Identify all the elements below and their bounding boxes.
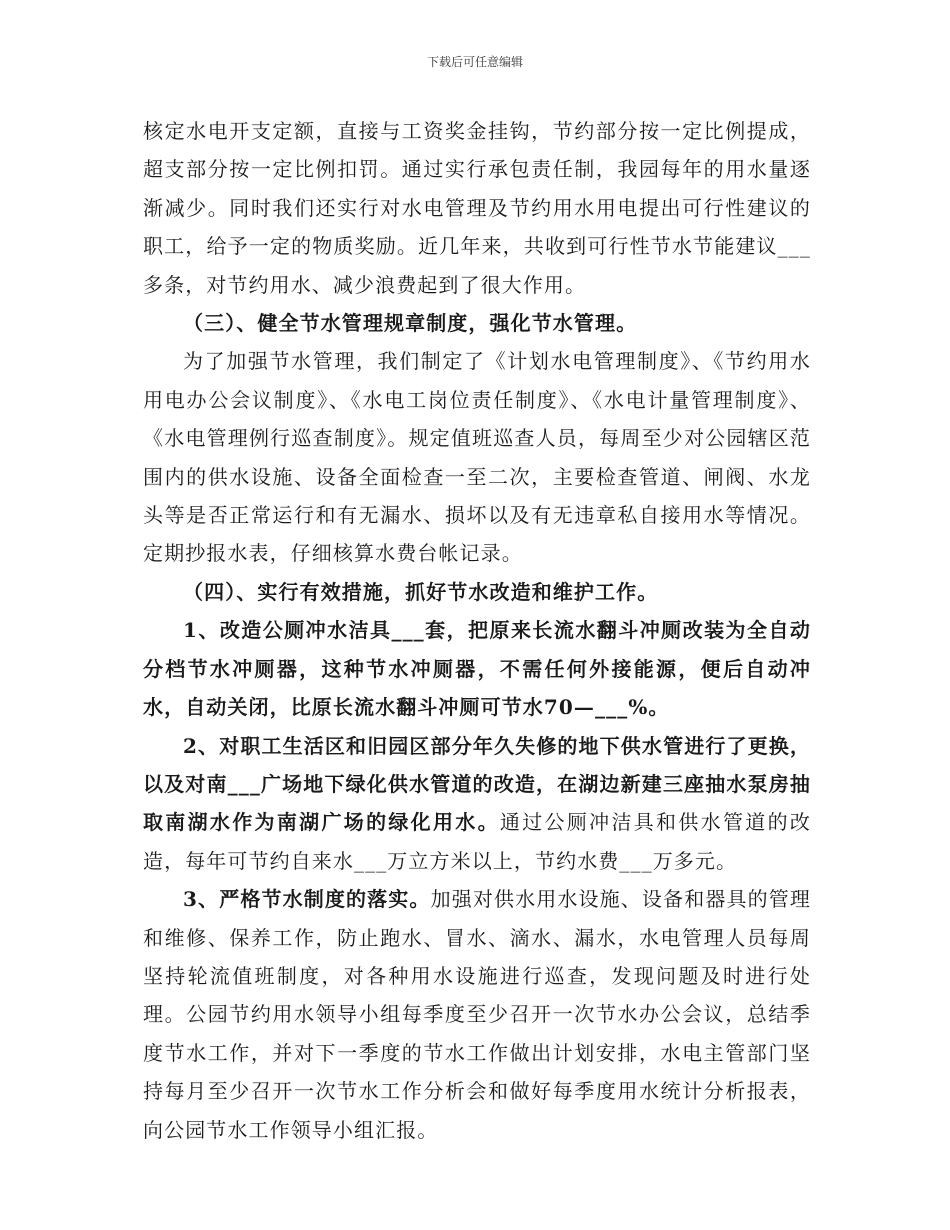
paragraph-section-3: 为了加强节水管理，我们制定了《计划水电管理制度》、《节约用水用电办公会议制度》、《水电工岗位责任制度》、《水电计量管理制度》、《水电管理例行巡查制度》。规定值班巡查人员，每周至少对公园辖区范围内的供水设施、设备全面检查一至二次，主要检查管道、闸阀、水龙头等是否正常运行和有无漏水、损坏以及有无违章私自接用水等情况。定期抄报水表，仔细核算水费台帐记录。: [143, 349, 811, 566]
section-heading-4: （四）、实行有效措施，抓好节水改造和维护工作。: [183, 579, 659, 604]
list-item-3-bold: 3、严格节水制度的落实。: [183, 887, 431, 912]
paragraph-intro: 核定水电开支定额，直接与工资奖金挂钩，节约部分按一定比例提成，超支部分按一定比例扣罚。通过实行承包责任制，我园每年的用水量逐渐减少。同时我们还实行对水电管理及节约用水用电提出可行性建议的职工，给予一定的物质奖励。近几年来，共收到可行性节水节能建议___多条，对节约用水、减少浪费起到了很大作用。: [143, 119, 811, 297]
page-header-note: 下载后可任意编辑: [426, 55, 523, 69]
list-item-2: [143, 727, 811, 881]
section-heading-3: （三）、健全节水管理规章制度，强化节水管理。: [183, 311, 638, 336]
list-item-3-text: 加强对供水用水设施、设备和器具的管理和维修、保养工作，防止跑水、冒水、滴水、漏水，水电管理人员每周坚持轮流值班制度，对各种用水设施进行巡查，发现问题及时进行处理。公园节约用水领导小组每季度至少召开一次节水办公会议，总结季度节水工作，并对下一季度的节水工作做出计划安排，水电主管部门坚持每月至少召开一次节水工作分析会和做好每季度用水统计分析报表，向公园节水工作领导小组汇报。: [143, 887, 811, 1142]
list-item-2-text: 通过公厕冲洁具和供水管道的改造，每年可节约自来水___万立方米以上，节约水费___万多元。: [143, 810, 811, 873]
list-item-2-bold: 2、对职工生活区和旧园区部分年久失修的地下供水管进行了更换，以及对南___广场地下绿化供水管道的改造，在湖边新建三座抽水泵房抽取南湖水作为南湖广场的绿化用水。: [143, 733, 811, 835]
list-item-3: [143, 880, 811, 1149]
list-item-1: 1、改造公厕冲水洁具___套，把原来长流水翻斗冲厕改装为全自动分档节水冲厕器，这种节水冲厕器，不需任何外接能源，便后自动冲水，自动关闭，比原长流水翻斗冲厕可节水70—___%。: [143, 618, 811, 720]
document-body: [143, 112, 811, 1149]
